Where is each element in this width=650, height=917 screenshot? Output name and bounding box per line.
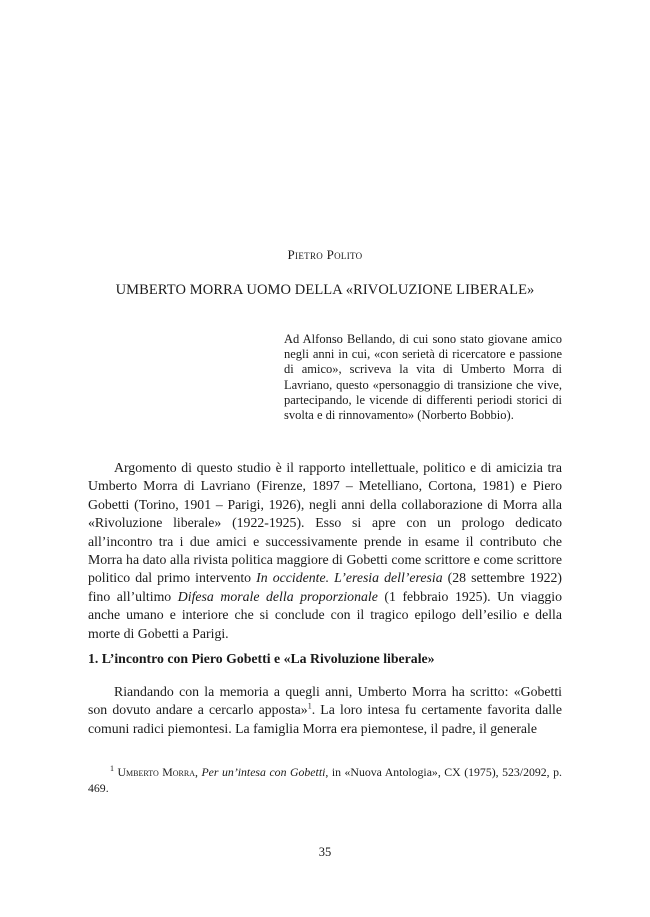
footnote-separator: , [195,765,202,779]
epigraph-dedication: Ad Alfonso Bellando, di cui sono stato giovane amico negli anni in cui, «con serietà di ricercatore e passione di amico», scriveva la vita di Umberto Morra di Lavriano, questo «personaggio di transizione che vive, partecipando, le vicende di differenti periodi storici di svolta e di rinnovamento» (Norberto Bobbio). [284,332,562,423]
author-name: Pietro Polito [287,247,363,262]
body-paragraph [88,683,562,738]
abstract-text-3: (1 febbraio 1925). Un viaggio anche umano e interiore che si conclude con il tragico epilogo dell’esilio e della morte di Gobetti a Parigi. [88,588,562,641]
body-text-2: . La loro intesa fu certamente favorita dalle comuni radici piemontesi. La famiglia Morra era piemontese, il padre, il generale [88,702,562,736]
body-text-1: Riandando con la memoria a quegli anni, Umberto Morra ha scritto: «Gobetti son dovuto andare a cercarlo apposta» [88,684,562,718]
page-number: 35 [318,845,332,859]
footnote-number: 1 [110,764,114,774]
abstract-paragraph [88,459,562,643]
section-heading: 1. L’incontro con Piero Gobetti e «La Rivoluzione liberale» [88,651,435,666]
footnote-italic-title: Per un’intesa con Gobetti [201,765,326,779]
abstract-italic-title-2: Difesa morale della proporzionale [177,588,378,604]
abstract-italic-title-1: In occidente. L’eresia dell’eresia [256,570,443,586]
footnote [88,764,562,796]
abstract-text-2: (28 settembre 1922) fino all’ultimo [88,570,562,604]
abstract-text-1: Argomento di questo studio è il rapporto intellettuale, politico e di amicizia tra Umberto Morra di Lavriano (Firenze, 1897 – Metelliano, Cortona, 1981) e Piero Gobetti (Torino, 1901 – Parigi, 1926), negli anni della collaborazione di Morra alla «Rivoluzione liberale» (1922-1925). Esso si apre con un prologo dedicato all’incontro tra i due amici e successivamente prende in esame il contributo che Morra ha dato alla rivista politica maggiore di Gobetti come scrittore e come scrittore politico dal primo intervento [88,460,562,586]
article-title: UMBERTO MORRA UOMO DELLA «RIVOLUZIONE LIBERALE» [115,282,535,298]
footnote-citation: , in «Nuova Antologia», CX (1975), 523/2092, p. 469. [88,765,562,795]
footnote-reference[interactable]: 1 [307,701,312,711]
footnote-author: Umberto Morra [117,765,195,779]
